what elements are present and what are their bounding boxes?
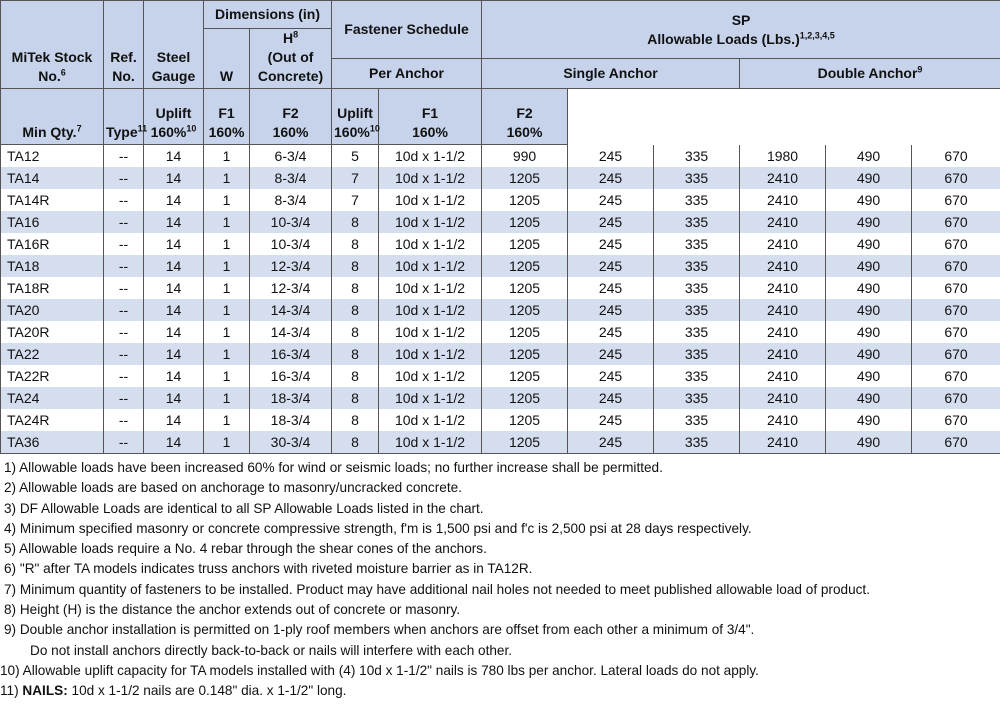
cell-model: TA16 <box>1 211 104 233</box>
footnote-7: 7) Minimum quantity of fasteners to be installed. Product may have additional nail holes not needed to meet published allowable load of product. <box>4 581 870 597</box>
table-row <box>1 365 1000 387</box>
table-row <box>1 255 1000 277</box>
table-row <box>1 387 1000 409</box>
cell-ref: -- <box>104 189 144 211</box>
footnote-4: 4) Minimum specified masonry or concrete compressive strength, f'm is 1,500 psi and f'c is 2,500 psi at 28 days respectively. <box>4 520 752 536</box>
cell-single-uplift: 1205 <box>482 167 568 189</box>
table-row <box>1 233 1000 255</box>
cell-min-qty: 8 <box>332 321 379 343</box>
cell-w: 1 <box>204 211 250 233</box>
cell-gauge: 14 <box>144 145 204 168</box>
cell-type: 10d x 1-1/2 <box>379 189 482 211</box>
cell-double-f2: 670 <box>912 365 1000 387</box>
cell-w: 1 <box>204 277 250 299</box>
cell-double-uplift: 2410 <box>740 167 826 189</box>
footnote-9-continued: Do not install anchors directly back-to-back or nails will interfere with each other. <box>30 642 513 658</box>
header-fastener-schedule: Fastener Schedule <box>332 1 482 59</box>
cell-min-qty: 8 <box>332 387 379 409</box>
cell-double-uplift: 2410 <box>740 255 826 277</box>
table-row <box>1 321 1000 343</box>
cell-single-uplift: 1205 <box>482 299 568 321</box>
cell-model: TA22 <box>1 343 104 365</box>
cell-double-f1: 490 <box>826 277 912 299</box>
cell-ref: -- <box>104 343 144 365</box>
cell-double-f2: 670 <box>912 167 1000 189</box>
cell-w: 1 <box>204 387 250 409</box>
cell-min-qty: 8 <box>332 431 379 454</box>
cell-single-uplift: 1205 <box>482 277 568 299</box>
cell-double-f2: 670 <box>912 387 1000 409</box>
cell-ref: -- <box>104 409 144 431</box>
cell-ref: -- <box>104 211 144 233</box>
cell-w: 1 <box>204 321 250 343</box>
cell-ref: -- <box>104 145 144 168</box>
cell-double-f1: 490 <box>826 145 912 168</box>
cell-double-f2: 670 <box>912 145 1000 168</box>
cell-double-uplift: 1980 <box>740 145 826 168</box>
table-body <box>1 145 1000 454</box>
cell-double-uplift: 2410 <box>740 321 826 343</box>
cell-double-f1: 490 <box>826 211 912 233</box>
cell-single-f1: 245 <box>568 277 654 299</box>
cell-gauge: 14 <box>144 409 204 431</box>
cell-single-uplift: 1205 <box>482 387 568 409</box>
cell-single-f2: 335 <box>654 365 740 387</box>
cell-w: 1 <box>204 431 250 454</box>
table-row <box>1 277 1000 299</box>
cell-gauge: 14 <box>144 387 204 409</box>
cell-single-uplift: 1205 <box>482 255 568 277</box>
cell-min-qty: 8 <box>332 233 379 255</box>
header-stock-no: MiTek Stock No.$^6$ <box>1 1 104 89</box>
cell-double-f2: 670 <box>912 343 1000 365</box>
cell-type: 10d x 1-1/2 <box>379 145 482 168</box>
footnote-9: 9) Double anchor installation is permitted on 1-ply roof members when anchors are offset from each other a minimum of 3/4". <box>4 622 755 638</box>
cell-single-uplift: 1205 <box>482 409 568 431</box>
cell-model: TA20 <box>1 299 104 321</box>
cell-ref: -- <box>104 387 144 409</box>
cell-single-uplift: 1205 <box>482 431 568 454</box>
cell-double-f1: 490 <box>826 343 912 365</box>
cell-double-uplift: 2410 <box>740 365 826 387</box>
cell-single-uplift: 1205 <box>482 211 568 233</box>
header-min-qty: Min Qty.$^7$ <box>1 89 104 145</box>
cell-single-f1: 245 <box>568 365 654 387</box>
cell-single-f2: 335 <box>654 409 740 431</box>
cell-h: 30-3/4 <box>250 431 332 454</box>
cell-type: 10d x 1-1/2 <box>379 299 482 321</box>
header-single-f2: F2 160% <box>250 89 332 145</box>
cell-double-f2: 670 <box>912 277 1000 299</box>
cell-double-f2: 670 <box>912 299 1000 321</box>
cell-w: 1 <box>204 167 250 189</box>
cell-ref: -- <box>104 277 144 299</box>
cell-single-f2: 335 <box>654 321 740 343</box>
cell-double-f2: 670 <box>912 409 1000 431</box>
header-single-f1: F1 160% <box>204 89 250 145</box>
cell-single-uplift: 1205 <box>482 365 568 387</box>
cell-min-qty: 5 <box>332 145 379 168</box>
cell-single-f2: 335 <box>654 277 740 299</box>
cell-double-f1: 490 <box>826 189 912 211</box>
cell-double-uplift: 2410 <box>740 387 826 409</box>
table-row <box>1 211 1000 233</box>
cell-min-qty: 8 <box>332 277 379 299</box>
cell-min-qty: 7 <box>332 167 379 189</box>
cell-min-qty: 8 <box>332 299 379 321</box>
cell-min-qty: 8 <box>332 211 379 233</box>
cell-single-f2: 335 <box>654 167 740 189</box>
cell-double-f2: 670 <box>912 431 1000 454</box>
cell-single-f2: 335 <box>654 343 740 365</box>
cell-gauge: 14 <box>144 299 204 321</box>
footnote-5: 5) Allowable loads require a No. 4 rebar through the shear cones of the anchors. <box>4 541 487 557</box>
header-type: Type$^{11}$ <box>104 89 144 145</box>
header-w: W <box>204 29 250 89</box>
header-dimensions: Dimensions (in) <box>204 1 332 29</box>
cell-ref: -- <box>104 233 144 255</box>
cell-min-qty: 7 <box>332 189 379 211</box>
cell-double-uplift: 2410 <box>740 233 826 255</box>
cell-single-f2: 335 <box>654 255 740 277</box>
cell-h: 16-3/4 <box>250 343 332 365</box>
cell-model: TA18R <box>1 277 104 299</box>
cell-w: 1 <box>204 189 250 211</box>
cell-type: 10d x 1-1/2 <box>379 343 482 365</box>
cell-single-uplift: 990 <box>482 145 568 168</box>
footnote-11-text: 10d x 1-1/2 nails are 0.148" dia. x 1-1/2" long. <box>71 683 347 699</box>
cell-single-f1: 245 <box>568 211 654 233</box>
cell-w: 1 <box>204 365 250 387</box>
header-double-f1: F1 160% <box>379 89 482 145</box>
cell-single-f1: 245 <box>568 387 654 409</box>
cell-type: 10d x 1-1/2 <box>379 167 482 189</box>
footnote-6: 6) "R" after TA models indicates truss anchors with riveted moisture barrier as in TA12R. <box>4 561 533 577</box>
footnote-11-number: 11) <box>0 683 19 699</box>
cell-double-f2: 670 <box>912 189 1000 211</box>
cell-gauge: 14 <box>144 277 204 299</box>
cell-type: 10d x 1-1/2 <box>379 409 482 431</box>
cell-single-uplift: 1205 <box>482 233 568 255</box>
cell-single-f1: 245 <box>568 409 654 431</box>
cell-single-uplift: 1205 <box>482 321 568 343</box>
cell-double-f2: 670 <box>912 321 1000 343</box>
footnote-8: 8) Height (H) is the distance the anchor extends out of concrete or masonry. <box>4 602 461 618</box>
cell-h: 8-3/4 <box>250 189 332 211</box>
cell-h: 16-3/4 <box>250 365 332 387</box>
cell-h: 6-3/4 <box>250 145 332 168</box>
cell-single-f2: 335 <box>654 233 740 255</box>
cell-h: 18-3/4 <box>250 409 332 431</box>
cell-single-f1: 245 <box>568 167 654 189</box>
cell-model: TA24R <box>1 409 104 431</box>
cell-gauge: 14 <box>144 167 204 189</box>
table-header <box>1 1 1000 145</box>
cell-min-qty: 8 <box>332 365 379 387</box>
cell-double-uplift: 2410 <box>740 189 826 211</box>
cell-type: 10d x 1-1/2 <box>379 255 482 277</box>
cell-ref: -- <box>104 321 144 343</box>
footnote-11 <box>0 681 1000 701</box>
header-single-uplift: Uplift 160%$^{10}$ <box>144 89 204 145</box>
header-steel-gauge: Steel Gauge <box>144 1 204 89</box>
cell-w: 1 <box>204 145 250 168</box>
cell-ref: -- <box>104 365 144 387</box>
cell-single-f1: 245 <box>568 255 654 277</box>
cell-double-f2: 670 <box>912 233 1000 255</box>
cell-single-f1: 245 <box>568 145 654 168</box>
cell-type: 10d x 1-1/2 <box>379 387 482 409</box>
cell-gauge: 14 <box>144 189 204 211</box>
table-row <box>1 189 1000 211</box>
footnote-10: 10) Allowable uplift capacity for TA models installed with (4) 10d x 1-1/2" nails is 780 lbs per anchor. Lateral loads do not apply. <box>0 662 759 678</box>
cell-single-f1: 245 <box>568 189 654 211</box>
cell-type: 10d x 1-1/2 <box>379 233 482 255</box>
cell-model: TA12 <box>1 145 104 168</box>
header-per-anchor: Per Anchor <box>332 59 482 89</box>
cell-double-f1: 490 <box>826 255 912 277</box>
cell-double-f2: 670 <box>912 255 1000 277</box>
cell-double-f1: 490 <box>826 431 912 454</box>
header-ref-no: Ref. No. <box>104 1 144 89</box>
cell-double-uplift: 2410 <box>740 409 826 431</box>
cell-double-f1: 490 <box>826 321 912 343</box>
cell-double-uplift: 2410 <box>740 277 826 299</box>
cell-ref: -- <box>104 299 144 321</box>
cell-double-uplift: 2410 <box>740 211 826 233</box>
cell-h: 12-3/4 <box>250 277 332 299</box>
cell-single-f2: 335 <box>654 145 740 168</box>
cell-gauge: 14 <box>144 431 204 454</box>
cell-single-f2: 335 <box>654 189 740 211</box>
header-double-anchor: Double Anchor$^9$ <box>740 59 1000 89</box>
cell-single-f1: 245 <box>568 321 654 343</box>
cell-type: 10d x 1-1/2 <box>379 365 482 387</box>
table-row <box>1 299 1000 321</box>
cell-gauge: 14 <box>144 233 204 255</box>
cell-model: TA20R <box>1 321 104 343</box>
cell-gauge: 14 <box>144 343 204 365</box>
cell-w: 1 <box>204 233 250 255</box>
cell-double-f1: 490 <box>826 409 912 431</box>
table-row <box>1 167 1000 189</box>
cell-model: TA18 <box>1 255 104 277</box>
cell-model: TA36 <box>1 431 104 454</box>
table-row <box>1 343 1000 365</box>
header-single-anchor: Single Anchor <box>482 59 740 89</box>
header-double-uplift: Uplift 160%$^{10}$ <box>332 89 379 145</box>
cell-single-uplift: 1205 <box>482 189 568 211</box>
cell-h: 10-3/4 <box>250 233 332 255</box>
cell-h: 14-3/4 <box>250 321 332 343</box>
cell-double-f1: 490 <box>826 233 912 255</box>
cell-single-f1: 245 <box>568 299 654 321</box>
cell-double-f1: 490 <box>826 299 912 321</box>
cell-type: 10d x 1-1/2 <box>379 277 482 299</box>
table-row <box>1 409 1000 431</box>
cell-double-f1: 490 <box>826 387 912 409</box>
footnote-3: 3) DF Allowable Loads are identical to all SP Allowable Loads listed in the chart. <box>4 500 484 516</box>
footnote-1: 1) Allowable loads have been increased 60% for wind or seismic loads; no further increase shall be permitted. <box>4 460 663 475</box>
cell-ref: -- <box>104 167 144 189</box>
cell-gauge: 14 <box>144 365 204 387</box>
cell-double-f1: 490 <box>826 365 912 387</box>
cell-h: 8-3/4 <box>250 167 332 189</box>
cell-single-f1: 245 <box>568 343 654 365</box>
cell-h: 18-3/4 <box>250 387 332 409</box>
cell-type: 10d x 1-1/2 <box>379 321 482 343</box>
cell-single-f1: 245 <box>568 233 654 255</box>
cell-ref: -- <box>104 431 144 454</box>
cell-single-f2: 335 <box>654 431 740 454</box>
cell-double-uplift: 2410 <box>740 299 826 321</box>
cell-min-qty: 8 <box>332 409 379 431</box>
header-h: $H^8$ (Out of Concrete) <box>250 29 332 89</box>
cell-model: TA22R <box>1 365 104 387</box>
cell-h: 14-3/4 <box>250 299 332 321</box>
table-row <box>1 145 1000 168</box>
cell-h: 12-3/4 <box>250 255 332 277</box>
cell-type: 10d x 1-1/2 <box>379 431 482 454</box>
cell-ref: -- <box>104 255 144 277</box>
cell-w: 1 <box>204 299 250 321</box>
cell-gauge: 14 <box>144 255 204 277</box>
cell-single-f1: 245 <box>568 431 654 454</box>
cell-double-f1: 490 <box>826 167 912 189</box>
cell-model: TA24 <box>1 387 104 409</box>
cell-model: TA16R <box>1 233 104 255</box>
table-row <box>1 431 1000 454</box>
cell-w: 1 <box>204 343 250 365</box>
footnote-11-label: NAILS: <box>22 683 68 699</box>
cell-w: 1 <box>204 409 250 431</box>
cell-double-uplift: 2410 <box>740 343 826 365</box>
footnotes <box>0 458 1000 702</box>
cell-min-qty: 8 <box>332 343 379 365</box>
cell-single-f2: 335 <box>654 299 740 321</box>
cell-double-f2: 670 <box>912 211 1000 233</box>
cell-model: TA14R <box>1 189 104 211</box>
header-double-f2: F2 160% <box>482 89 568 145</box>
cell-gauge: 14 <box>144 211 204 233</box>
cell-h: 10-3/4 <box>250 211 332 233</box>
header-sp-allowable-loads: SP Allowable Loads $(Lbs.)^{1,2,3,4,5}$ <box>482 1 1000 59</box>
cell-single-f2: 335 <box>654 211 740 233</box>
cell-double-uplift: 2410 <box>740 431 826 454</box>
cell-min-qty: 8 <box>332 255 379 277</box>
cell-single-uplift: 1205 <box>482 343 568 365</box>
cell-w: 1 <box>204 255 250 277</box>
cell-model: TA14 <box>1 167 104 189</box>
cell-single-f2: 335 <box>654 387 740 409</box>
cell-gauge: 14 <box>144 321 204 343</box>
cell-type: 10d x 1-1/2 <box>379 211 482 233</box>
footnote-2: 2) Allowable loads are based on anchorage to masonry/uncracked concrete. <box>4 480 462 496</box>
